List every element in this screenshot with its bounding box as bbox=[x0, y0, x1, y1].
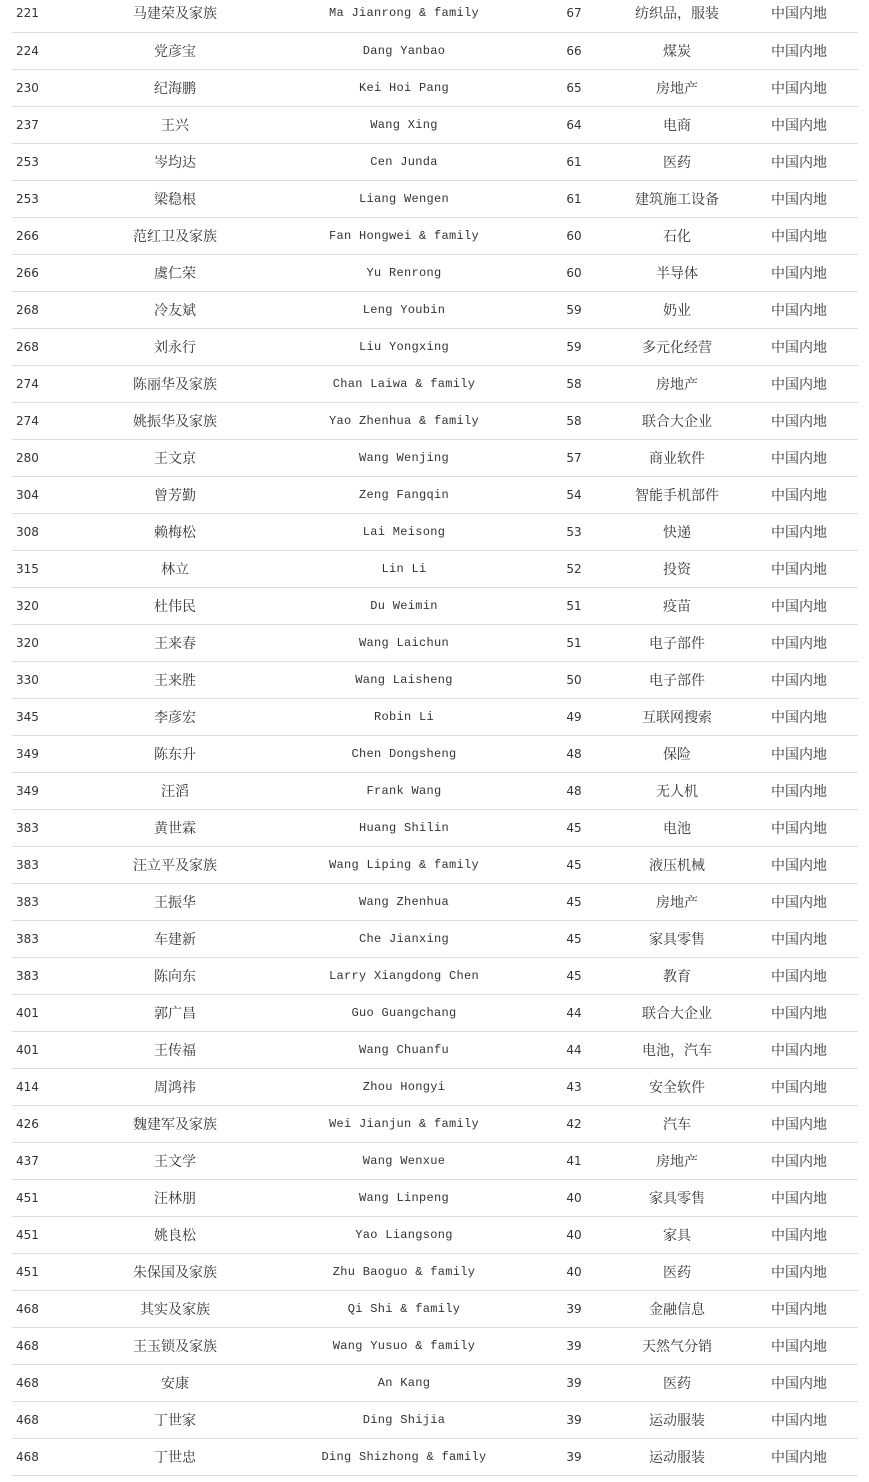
english-name-cell: Wang Xing bbox=[274, 106, 534, 143]
chinese-name-cell: 丁世家 bbox=[76, 1401, 274, 1438]
rank-cell: 383 bbox=[12, 883, 76, 920]
rank-cell: 308 bbox=[12, 513, 76, 550]
rank-cell: 268 bbox=[12, 291, 76, 328]
rank-cell: 224 bbox=[12, 32, 76, 69]
region-cell: 中国内地 bbox=[740, 328, 858, 365]
industry-cell: 房地产 bbox=[614, 365, 740, 402]
wealth-cell: 60 bbox=[534, 254, 614, 291]
region-cell: 中国内地 bbox=[740, 1290, 858, 1327]
industry-cell: 房地产 bbox=[614, 69, 740, 106]
industry-cell: 纺织品，服装 bbox=[614, 0, 740, 32]
rank-cell: 468 bbox=[12, 1290, 76, 1327]
english-name-cell: Larry Xiangdong Chen bbox=[274, 957, 534, 994]
english-name-cell: Fan Hongwei & family bbox=[274, 217, 534, 254]
chinese-name-cell: 安康 bbox=[76, 1364, 274, 1401]
wealth-cell: 59 bbox=[534, 291, 614, 328]
english-name-cell: Frank Wang bbox=[274, 772, 534, 809]
wealth-cell: 48 bbox=[534, 772, 614, 809]
table-row bbox=[12, 1216, 858, 1253]
rank-cell: 320 bbox=[12, 587, 76, 624]
industry-cell: 保险 bbox=[614, 735, 740, 772]
industry-cell: 天然气分销 bbox=[614, 1327, 740, 1364]
table-body bbox=[12, 0, 858, 1475]
chinese-name-cell: 陈东升 bbox=[76, 735, 274, 772]
wealth-cell: 58 bbox=[534, 402, 614, 439]
chinese-name-cell: 王来春 bbox=[76, 624, 274, 661]
wealth-cell: 45 bbox=[534, 957, 614, 994]
english-name-cell: Wang Wenxue bbox=[274, 1142, 534, 1179]
region-cell: 中国内地 bbox=[740, 106, 858, 143]
industry-cell: 商业软件 bbox=[614, 439, 740, 476]
table-row bbox=[12, 1068, 858, 1105]
chinese-name-cell: 林立 bbox=[76, 550, 274, 587]
chinese-name-cell: 汪林朋 bbox=[76, 1179, 274, 1216]
table-row bbox=[12, 883, 858, 920]
english-name-cell: Dang Yanbao bbox=[274, 32, 534, 69]
chinese-name-cell: 虞仁荣 bbox=[76, 254, 274, 291]
region-cell: 中国内地 bbox=[740, 846, 858, 883]
english-name-cell: Robin Li bbox=[274, 698, 534, 735]
industry-cell: 电池，汽车 bbox=[614, 1031, 740, 1068]
chinese-name-cell: 范红卫及家族 bbox=[76, 217, 274, 254]
industry-cell: 液压机械 bbox=[614, 846, 740, 883]
industry-cell: 运动服装 bbox=[614, 1401, 740, 1438]
table-row bbox=[12, 587, 858, 624]
region-cell: 中国内地 bbox=[740, 439, 858, 476]
wealth-cell: 48 bbox=[534, 735, 614, 772]
english-name-cell: Chen Dongsheng bbox=[274, 735, 534, 772]
table-row bbox=[12, 957, 858, 994]
wealth-cell: 60 bbox=[534, 217, 614, 254]
chinese-name-cell: 丁世忠 bbox=[76, 1438, 274, 1475]
region-cell: 中国内地 bbox=[740, 1068, 858, 1105]
table-row bbox=[12, 69, 858, 106]
chinese-name-cell: 其实及家族 bbox=[76, 1290, 274, 1327]
chinese-name-cell: 汪滔 bbox=[76, 772, 274, 809]
rank-cell: 230 bbox=[12, 69, 76, 106]
chinese-name-cell: 纪海鹏 bbox=[76, 69, 274, 106]
region-cell: 中国内地 bbox=[740, 957, 858, 994]
rank-cell: 280 bbox=[12, 439, 76, 476]
rank-cell: 266 bbox=[12, 217, 76, 254]
english-name-cell: Liang Wengen bbox=[274, 180, 534, 217]
region-cell: 中国内地 bbox=[740, 1105, 858, 1142]
wealth-cell: 66 bbox=[534, 32, 614, 69]
table-row bbox=[12, 291, 858, 328]
industry-cell: 疫苗 bbox=[614, 587, 740, 624]
table-row bbox=[12, 0, 858, 32]
wealth-cell: 39 bbox=[534, 1401, 614, 1438]
region-cell: 中国内地 bbox=[740, 698, 858, 735]
table-row bbox=[12, 698, 858, 735]
chinese-name-cell: 黄世霖 bbox=[76, 809, 274, 846]
industry-cell: 联合大企业 bbox=[614, 994, 740, 1031]
industry-cell: 奶业 bbox=[614, 291, 740, 328]
industry-cell: 无人机 bbox=[614, 772, 740, 809]
wealth-cell: 51 bbox=[534, 587, 614, 624]
region-cell: 中国内地 bbox=[740, 587, 858, 624]
industry-cell: 电池 bbox=[614, 809, 740, 846]
table-row bbox=[12, 1327, 858, 1364]
industry-cell: 教育 bbox=[614, 957, 740, 994]
rank-cell: 330 bbox=[12, 661, 76, 698]
rank-cell: 401 bbox=[12, 994, 76, 1031]
english-name-cell: Yu Renrong bbox=[274, 254, 534, 291]
wealth-cell: 51 bbox=[534, 624, 614, 661]
wealth-cell: 39 bbox=[534, 1290, 614, 1327]
region-cell: 中国内地 bbox=[740, 883, 858, 920]
rank-cell: 320 bbox=[12, 624, 76, 661]
region-cell: 中国内地 bbox=[740, 291, 858, 328]
wealth-cell: 50 bbox=[534, 661, 614, 698]
wealth-cell: 44 bbox=[534, 1031, 614, 1068]
rank-cell: 383 bbox=[12, 920, 76, 957]
table-row bbox=[12, 1179, 858, 1216]
chinese-name-cell: 王兴 bbox=[76, 106, 274, 143]
table-row bbox=[12, 106, 858, 143]
rank-cell: 468 bbox=[12, 1401, 76, 1438]
table-row bbox=[12, 920, 858, 957]
chinese-name-cell: 陈丽华及家族 bbox=[76, 365, 274, 402]
table-row bbox=[12, 1401, 858, 1438]
wealth-cell: 40 bbox=[534, 1216, 614, 1253]
rank-cell: 253 bbox=[12, 143, 76, 180]
chinese-name-cell: 陈向东 bbox=[76, 957, 274, 994]
rank-cell: 345 bbox=[12, 698, 76, 735]
table-row bbox=[12, 809, 858, 846]
english-name-cell: Che Jianxing bbox=[274, 920, 534, 957]
chinese-name-cell: 王振华 bbox=[76, 883, 274, 920]
table-row bbox=[12, 1438, 858, 1475]
chinese-name-cell: 王传福 bbox=[76, 1031, 274, 1068]
wealth-cell: 40 bbox=[534, 1253, 614, 1290]
chinese-name-cell: 岑均达 bbox=[76, 143, 274, 180]
english-name-cell: Wang Yusuo & family bbox=[274, 1327, 534, 1364]
region-cell: 中国内地 bbox=[740, 809, 858, 846]
table-row bbox=[12, 735, 858, 772]
chinese-name-cell: 党彦宝 bbox=[76, 32, 274, 69]
chinese-name-cell: 杜伟民 bbox=[76, 587, 274, 624]
table-row bbox=[12, 365, 858, 402]
english-name-cell: Liu Yongxing bbox=[274, 328, 534, 365]
wealth-cell: 53 bbox=[534, 513, 614, 550]
industry-cell: 投资 bbox=[614, 550, 740, 587]
english-name-cell: Yao Zhenhua & family bbox=[274, 402, 534, 439]
table-row bbox=[12, 994, 858, 1031]
rank-cell: 468 bbox=[12, 1327, 76, 1364]
chinese-name-cell: 王文京 bbox=[76, 439, 274, 476]
english-name-cell: Ding Shizhong & family bbox=[274, 1438, 534, 1475]
industry-cell: 智能手机部件 bbox=[614, 476, 740, 513]
table-row bbox=[12, 1031, 858, 1068]
rich-list-table-container bbox=[12, 0, 858, 1476]
region-cell: 中国内地 bbox=[740, 772, 858, 809]
english-name-cell: Zhou Hongyi bbox=[274, 1068, 534, 1105]
rank-cell: 237 bbox=[12, 106, 76, 143]
chinese-name-cell: 梁稳根 bbox=[76, 180, 274, 217]
region-cell: 中国内地 bbox=[740, 69, 858, 106]
region-cell: 中国内地 bbox=[740, 1031, 858, 1068]
industry-cell: 运动服装 bbox=[614, 1438, 740, 1475]
english-name-cell: Yao Liangsong bbox=[274, 1216, 534, 1253]
wealth-cell: 39 bbox=[534, 1364, 614, 1401]
region-cell: 中国内地 bbox=[740, 0, 858, 32]
chinese-name-cell: 刘永行 bbox=[76, 328, 274, 365]
region-cell: 中国内地 bbox=[740, 1364, 858, 1401]
region-cell: 中国内地 bbox=[740, 1142, 858, 1179]
wealth-cell: 39 bbox=[534, 1438, 614, 1475]
table-row bbox=[12, 1105, 858, 1142]
wealth-cell: 41 bbox=[534, 1142, 614, 1179]
english-name-cell: Chan Laiwa & family bbox=[274, 365, 534, 402]
table-row bbox=[12, 624, 858, 661]
industry-cell: 半导体 bbox=[614, 254, 740, 291]
industry-cell: 汽车 bbox=[614, 1105, 740, 1142]
rank-cell: 221 bbox=[12, 0, 76, 32]
region-cell: 中国内地 bbox=[740, 624, 858, 661]
chinese-name-cell: 王文学 bbox=[76, 1142, 274, 1179]
rank-cell: 383 bbox=[12, 846, 76, 883]
table-row bbox=[12, 846, 858, 883]
rank-cell: 349 bbox=[12, 772, 76, 809]
table-row bbox=[12, 1290, 858, 1327]
industry-cell: 安全软件 bbox=[614, 1068, 740, 1105]
industry-cell: 家具零售 bbox=[614, 920, 740, 957]
region-cell: 中国内地 bbox=[740, 143, 858, 180]
rank-cell: 274 bbox=[12, 402, 76, 439]
rank-cell: 383 bbox=[12, 809, 76, 846]
english-name-cell: Zhu Baoguo & family bbox=[274, 1253, 534, 1290]
table-row bbox=[12, 217, 858, 254]
english-name-cell: Huang Shilin bbox=[274, 809, 534, 846]
english-name-cell: Kei Hoi Pang bbox=[274, 69, 534, 106]
chinese-name-cell: 郭广昌 bbox=[76, 994, 274, 1031]
wealth-cell: 45 bbox=[534, 809, 614, 846]
rank-cell: 266 bbox=[12, 254, 76, 291]
industry-cell: 电子部件 bbox=[614, 624, 740, 661]
chinese-name-cell: 周鸿祎 bbox=[76, 1068, 274, 1105]
table-row bbox=[12, 1142, 858, 1179]
table-row bbox=[12, 32, 858, 69]
region-cell: 中国内地 bbox=[740, 994, 858, 1031]
chinese-name-cell: 曾芳勤 bbox=[76, 476, 274, 513]
rank-cell: 315 bbox=[12, 550, 76, 587]
industry-cell: 多元化经营 bbox=[614, 328, 740, 365]
rank-cell: 468 bbox=[12, 1364, 76, 1401]
english-name-cell: An Kang bbox=[274, 1364, 534, 1401]
chinese-name-cell: 李彦宏 bbox=[76, 698, 274, 735]
industry-cell: 医药 bbox=[614, 1253, 740, 1290]
rank-cell: 451 bbox=[12, 1179, 76, 1216]
region-cell: 中国内地 bbox=[740, 1216, 858, 1253]
english-name-cell: Wang Wenjing bbox=[274, 439, 534, 476]
english-name-cell: Qi Shi & family bbox=[274, 1290, 534, 1327]
rank-cell: 349 bbox=[12, 735, 76, 772]
industry-cell: 互联网搜索 bbox=[614, 698, 740, 735]
english-name-cell: Ding Shijia bbox=[274, 1401, 534, 1438]
industry-cell: 金融信息 bbox=[614, 1290, 740, 1327]
english-name-cell: Zeng Fangqin bbox=[274, 476, 534, 513]
chinese-name-cell: 朱保国及家族 bbox=[76, 1253, 274, 1290]
region-cell: 中国内地 bbox=[740, 1401, 858, 1438]
region-cell: 中国内地 bbox=[740, 402, 858, 439]
region-cell: 中国内地 bbox=[740, 735, 858, 772]
table-row bbox=[12, 1364, 858, 1401]
industry-cell: 房地产 bbox=[614, 1142, 740, 1179]
rank-cell: 437 bbox=[12, 1142, 76, 1179]
rank-cell: 414 bbox=[12, 1068, 76, 1105]
wealth-cell: 67 bbox=[534, 0, 614, 32]
rank-cell: 274 bbox=[12, 365, 76, 402]
wealth-cell: 61 bbox=[534, 180, 614, 217]
wealth-cell: 40 bbox=[534, 1179, 614, 1216]
industry-cell: 煤炭 bbox=[614, 32, 740, 69]
region-cell: 中国内地 bbox=[740, 365, 858, 402]
industry-cell: 家具 bbox=[614, 1216, 740, 1253]
region-cell: 中国内地 bbox=[740, 254, 858, 291]
english-name-cell: Wang Laisheng bbox=[274, 661, 534, 698]
wealth-cell: 58 bbox=[534, 365, 614, 402]
rank-cell: 451 bbox=[12, 1216, 76, 1253]
wealth-cell: 43 bbox=[534, 1068, 614, 1105]
table-row bbox=[12, 1253, 858, 1290]
table-row bbox=[12, 439, 858, 476]
rank-cell: 383 bbox=[12, 957, 76, 994]
industry-cell: 快递 bbox=[614, 513, 740, 550]
industry-cell: 房地产 bbox=[614, 883, 740, 920]
table-row bbox=[12, 254, 858, 291]
english-name-cell: Leng Youbin bbox=[274, 291, 534, 328]
wealth-cell: 45 bbox=[534, 883, 614, 920]
english-name-cell: Guo Guangchang bbox=[274, 994, 534, 1031]
table-row bbox=[12, 476, 858, 513]
wealth-cell: 45 bbox=[534, 846, 614, 883]
wealth-cell: 57 bbox=[534, 439, 614, 476]
industry-cell: 电商 bbox=[614, 106, 740, 143]
wealth-cell: 52 bbox=[534, 550, 614, 587]
english-name-cell: Wei Jianjun & family bbox=[274, 1105, 534, 1142]
table-row bbox=[12, 550, 858, 587]
english-name-cell: Wang Liping & family bbox=[274, 846, 534, 883]
region-cell: 中国内地 bbox=[740, 32, 858, 69]
region-cell: 中国内地 bbox=[740, 476, 858, 513]
wealth-cell: 49 bbox=[534, 698, 614, 735]
table-row bbox=[12, 180, 858, 217]
region-cell: 中国内地 bbox=[740, 661, 858, 698]
table-row bbox=[12, 402, 858, 439]
industry-cell: 联合大企业 bbox=[614, 402, 740, 439]
chinese-name-cell: 冷友斌 bbox=[76, 291, 274, 328]
chinese-name-cell: 赖梅松 bbox=[76, 513, 274, 550]
chinese-name-cell: 汪立平及家族 bbox=[76, 846, 274, 883]
wealth-cell: 64 bbox=[534, 106, 614, 143]
industry-cell: 石化 bbox=[614, 217, 740, 254]
industry-cell: 电子部件 bbox=[614, 661, 740, 698]
english-name-cell: Wang Zhenhua bbox=[274, 883, 534, 920]
chinese-name-cell: 魏建军及家族 bbox=[76, 1105, 274, 1142]
wealth-cell: 54 bbox=[534, 476, 614, 513]
region-cell: 中国内地 bbox=[740, 513, 858, 550]
rank-cell: 253 bbox=[12, 180, 76, 217]
rank-cell: 426 bbox=[12, 1105, 76, 1142]
english-name-cell: Ma Jianrong & family bbox=[274, 0, 534, 32]
wealth-cell: 45 bbox=[534, 920, 614, 957]
industry-cell: 医药 bbox=[614, 143, 740, 180]
english-name-cell: Lin Li bbox=[274, 550, 534, 587]
wealth-cell: 42 bbox=[534, 1105, 614, 1142]
english-name-cell: Lai Meisong bbox=[274, 513, 534, 550]
table-row bbox=[12, 661, 858, 698]
chinese-name-cell: 王来胜 bbox=[76, 661, 274, 698]
wealth-cell: 61 bbox=[534, 143, 614, 180]
table-row bbox=[12, 513, 858, 550]
english-name-cell: Du Weimin bbox=[274, 587, 534, 624]
table-row bbox=[12, 143, 858, 180]
wealth-cell: 39 bbox=[534, 1327, 614, 1364]
english-name-cell: Cen Junda bbox=[274, 143, 534, 180]
chinese-name-cell: 车建新 bbox=[76, 920, 274, 957]
table-row bbox=[12, 328, 858, 365]
region-cell: 中国内地 bbox=[740, 1327, 858, 1364]
region-cell: 中国内地 bbox=[740, 1438, 858, 1475]
chinese-name-cell: 王玉锁及家族 bbox=[76, 1327, 274, 1364]
rank-cell: 451 bbox=[12, 1253, 76, 1290]
region-cell: 中国内地 bbox=[740, 920, 858, 957]
chinese-name-cell: 姚良松 bbox=[76, 1216, 274, 1253]
wealth-cell: 44 bbox=[534, 994, 614, 1031]
chinese-name-cell: 姚振华及家族 bbox=[76, 402, 274, 439]
region-cell: 中国内地 bbox=[740, 1179, 858, 1216]
industry-cell: 家具零售 bbox=[614, 1179, 740, 1216]
industry-cell: 医药 bbox=[614, 1364, 740, 1401]
region-cell: 中国内地 bbox=[740, 550, 858, 587]
table-row bbox=[12, 772, 858, 809]
english-name-cell: Wang Linpeng bbox=[274, 1179, 534, 1216]
region-cell: 中国内地 bbox=[740, 1253, 858, 1290]
rank-cell: 304 bbox=[12, 476, 76, 513]
rank-cell: 268 bbox=[12, 328, 76, 365]
industry-cell: 建筑施工设备 bbox=[614, 180, 740, 217]
wealth-cell: 65 bbox=[534, 69, 614, 106]
region-cell: 中国内地 bbox=[740, 180, 858, 217]
chinese-name-cell: 马建荣及家族 bbox=[76, 0, 274, 32]
english-name-cell: Wang Laichun bbox=[274, 624, 534, 661]
region-cell: 中国内地 bbox=[740, 217, 858, 254]
rank-cell: 468 bbox=[12, 1438, 76, 1475]
rich-list-table bbox=[12, 0, 858, 1476]
wealth-cell: 59 bbox=[534, 328, 614, 365]
rank-cell: 401 bbox=[12, 1031, 76, 1068]
english-name-cell: Wang Chuanfu bbox=[274, 1031, 534, 1068]
